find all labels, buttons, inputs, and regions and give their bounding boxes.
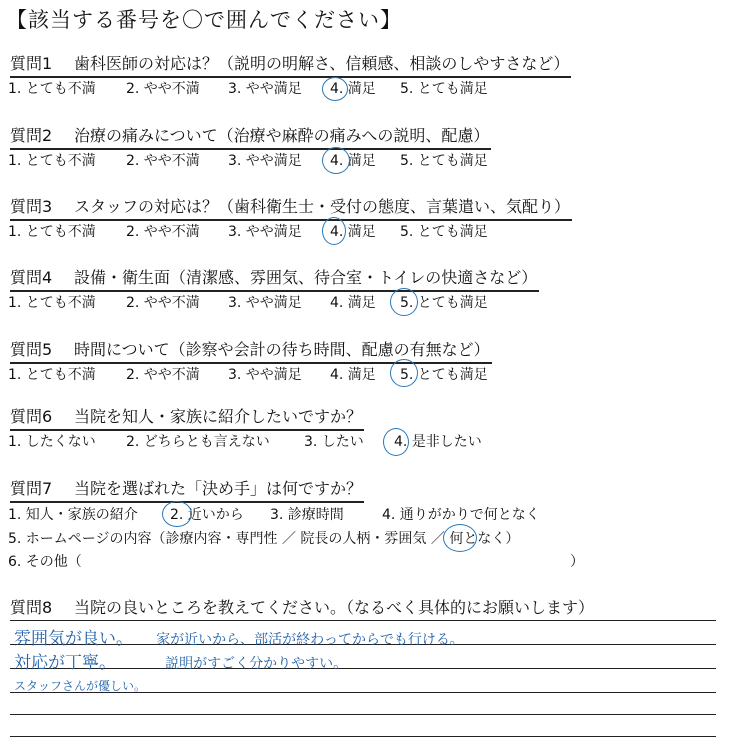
selection-circle [322,147,350,174]
option-2[interactable]: 2. やや不満 [126,153,200,169]
question-text: スタッフの対応は？（歯科衛生士・受付の態度、言葉遣い、気配り） [74,197,571,216]
handwritten-answer-line-2 [14,648,347,673]
question-title [10,405,364,431]
answer-rule [10,736,716,737]
other-label: 6. その他（ [8,554,82,570]
question-title [10,266,539,292]
question-number: 質問6 [10,407,53,426]
option-1[interactable]: 1. 知人・家族の紹介 [8,507,138,523]
handwritten-answer-line-1 [14,624,464,649]
selection-circle [383,428,409,456]
option-3[interactable]: 3. やや満足 [228,295,302,311]
option-1[interactable]: 1. とても不満 [8,81,96,97]
option-3[interactable]: 3. やや満足 [228,224,302,240]
selection-circle [322,217,346,245]
question-number: 質問5 [10,340,53,359]
option-1[interactable]: 1. とても不満 [8,224,96,240]
option-3[interactable]: 3. やや満足 [228,81,302,97]
option-4[interactable]: 4. 満足 [330,367,376,383]
option-5[interactable]: 5. とても満足 [400,224,488,240]
question-number: 質問7 [10,479,53,498]
answer-rule [10,620,716,621]
handwritten-text: スタッフさんが優しい。 [14,679,147,693]
question-text: 当院の良いところを教えてください。（なるべく具体的にお願いします） [74,598,595,617]
instruction-heading: 【該当する番号を〇で囲んでください】 [6,8,402,32]
selection-circle [162,501,192,527]
question-text: 当院を選ばれた「決め手」は何ですか？ [74,479,363,498]
answer-rule [10,714,716,715]
question-text: 時間について（診察や会計の待ち時間、配慮の有無など） [74,340,490,359]
handwritten-text: 雰囲気が良い。 [14,629,133,649]
option-4[interactable]: 4. 通りがかりで何となく [382,507,540,523]
question-text: 歯科医師の対応は？（説明の明解さ、信頼感、相談のしやすさなど） [74,54,570,73]
other-close: ） [570,554,584,570]
option-3[interactable]: 3. 診療時間 [270,507,344,523]
option-6-other[interactable] [8,551,588,571]
option-3[interactable]: 3. したい [304,434,364,450]
question-text: 治療の痛みについて（治療や麻酔の痛みへの説明、配慮） [74,126,490,145]
option-2[interactable]: 2. どちらとも言えない [126,434,270,450]
question-number: 質問8 [10,598,53,617]
selection-circle [390,359,418,387]
handwritten-text: 家が近いから、部活が終わってからでも行ける。 [156,632,464,648]
option-1[interactable]: 1. とても不満 [8,153,96,169]
option-5[interactable]: 5. とても満足 [400,153,488,169]
option-1[interactable]: 1. とても不満 [8,367,96,383]
option-5[interactable]: 5. とても満足 [400,367,488,383]
option-1[interactable]: 1. とても不満 [8,295,96,311]
handwritten-text: 説明がすごく分かりやすい。 [165,656,348,672]
question-title [10,195,572,221]
option-2[interactable]: 2. やや不満 [126,81,200,97]
option-1[interactable]: 1. したくない [8,434,96,450]
question-title [10,596,596,620]
option-2[interactable]: 2. やや不満 [126,295,200,311]
question-number: 質問2 [10,126,53,145]
option-4[interactable]: 4. 満足 [330,153,376,169]
question-title [10,124,491,150]
question-text: 当院を知人・家族に紹介したいですか？ [74,407,363,426]
handwritten-text: 対応が丁寧。 [14,653,116,673]
option-2[interactable]: 2. やや不満 [126,367,200,383]
question-title [10,52,571,78]
question-number: 質問3 [10,197,53,216]
option-5-line[interactable]: 5. ホームページの内容（診療内容・専門性 ／ 院長の人柄・雰囲気 ／ 何となく） [8,531,520,547]
option-4[interactable]: 4. 満足 [330,295,376,311]
question-title [10,477,364,503]
option-2[interactable]: 2. やや不満 [126,224,200,240]
option-5[interactable]: 5. とても満足 [400,295,488,311]
option-4[interactable]: 4. 満足 [330,224,376,240]
handwritten-answer-line-3 [14,675,146,694]
selection-circle [322,77,348,101]
option-2[interactable]: 2. 近いから [170,507,244,523]
question-text: 設備・衛生面（清潔感、雰囲気、待合室・トイレの快適さなど） [74,268,538,287]
question-number: 質問4 [10,268,53,287]
option-4[interactable]: 4. 満足 [330,81,376,97]
option-5[interactable]: 5. とても満足 [400,81,488,97]
selection-circle [390,288,418,316]
option-3[interactable]: 3. やや満足 [228,153,302,169]
option-4[interactable]: 4. 是非したい [394,434,482,450]
selection-circle [443,524,477,552]
question-title [10,338,492,364]
question-number: 質問1 [10,54,53,73]
option-3[interactable]: 3. やや満足 [228,367,302,383]
